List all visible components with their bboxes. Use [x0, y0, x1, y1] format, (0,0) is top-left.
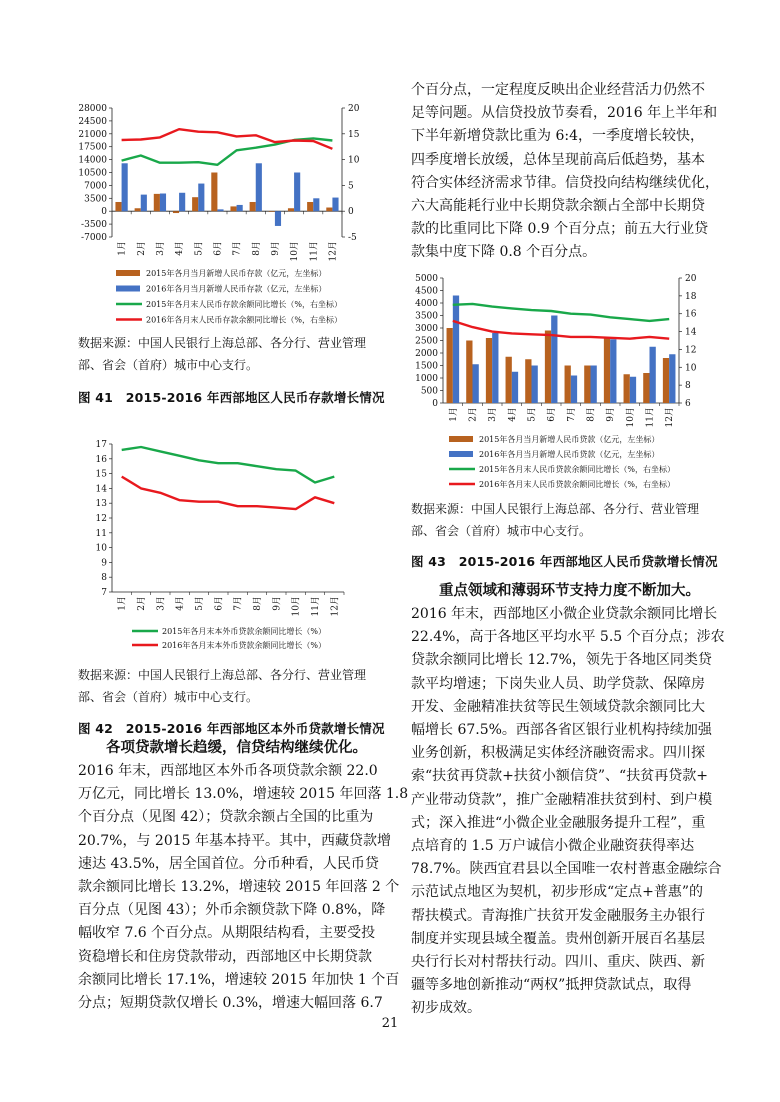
y-tick-label-right: 20	[348, 104, 360, 114]
x-tick-label: 7月	[566, 407, 577, 422]
text-line: 款集中度下降 0.8 个百分点。	[411, 244, 597, 261]
x-tick-label: 1月	[117, 241, 128, 256]
bar	[313, 198, 319, 211]
x-tick-label: 7月	[233, 596, 244, 611]
bar	[115, 202, 121, 211]
legend-label: 2016年各月末本外币贷款余额同比增长（%）	[162, 641, 326, 650]
y-tick-label-right: -5	[348, 233, 357, 243]
bar	[512, 372, 518, 403]
legend-swatch	[449, 451, 473, 457]
y-tick-label-left: 4500	[415, 286, 438, 297]
text-line: 速达 43.5%，居全国首位。分币种看，人民币贷	[78, 855, 379, 872]
y-tick-label-left: 17500	[78, 142, 107, 153]
text-line: 示范试点地区为契机，初步形成“定点+普惠”的	[411, 884, 704, 901]
figure-42-source: 数据来源：中国人民银行上海总部、各分行、营业管理部、省会（首府）城市中心支行。	[78, 668, 367, 704]
bar	[565, 366, 571, 404]
bar	[294, 173, 300, 212]
bar	[591, 366, 597, 404]
text-line: 疆等多地创新推动“两权”抵押贷款试点，取得	[411, 977, 692, 994]
bar	[275, 211, 281, 226]
bar	[492, 333, 498, 403]
chart-41	[76, 96, 376, 336]
y-tick-label-right: 10	[685, 363, 697, 374]
bar	[173, 211, 179, 213]
series-line	[122, 477, 335, 510]
y-tick-label-left: -7000	[81, 233, 107, 243]
x-tick-label: 3月	[155, 241, 166, 256]
text-line: 分点；短期贷款仅增长 0.3%，增速大幅回落 6.7	[78, 995, 383, 1012]
y-tick-label-left: 13	[95, 499, 107, 510]
series-line	[122, 138, 333, 164]
y-tick-label-left: 14	[95, 484, 107, 495]
bar	[135, 208, 141, 211]
y-tick-label-left: 9	[101, 558, 107, 569]
left-heading: 各项贷款增长趋缓，信贷结构继续优化。	[106, 740, 367, 756]
bar	[192, 197, 198, 211]
y-tick-label-left: 1000	[415, 374, 438, 384]
y-tick-label-left: 0	[432, 399, 438, 409]
bar	[269, 211, 275, 212]
page-number: 21	[381, 1016, 399, 1031]
bar	[650, 347, 656, 403]
text-line: 符合实体经济需求节律。信贷投向结构继续优化，	[411, 174, 719, 191]
x-tick-label: 8月	[251, 241, 262, 256]
right-heading: 重点领域和薄弱环节支持力度不断加大。	[439, 583, 700, 599]
bar	[624, 374, 630, 403]
y-tick-label-left: 14000	[78, 155, 107, 166]
bar	[237, 205, 243, 211]
figure-43	[411, 268, 711, 500]
figure-43-source: 数据来源：中国人民银行上海总部、各分行、营业管理部、省会（首府）城市中心支行。	[411, 502, 700, 538]
text-line: 六大高能耗行业中长期贷款余额占全部中长期贷	[411, 198, 705, 215]
y-tick-label-right: 8	[685, 381, 691, 392]
text-line: 式；深入推进“小微企业金融服务提升工程”，重	[411, 814, 706, 831]
x-tick-label: 10月	[625, 407, 636, 428]
text-line: 款余额同比增长 13.2%，增速较 2015 年回落 2 个	[78, 879, 400, 896]
y-tick-label-right: 12	[685, 345, 697, 356]
figure-41-caption: 图 41 2015-2016 年西部地区人民币存款增长情况	[78, 390, 385, 405]
x-tick-label: 12月	[328, 241, 339, 262]
series-line	[453, 304, 669, 321]
text-line: 幅增长 67.5%。西部各省区银行业机构持续加强	[411, 722, 712, 739]
legend-label: 2015年各月当月新增人民币存款（亿元，左坐标）	[146, 269, 327, 278]
left-paragraph	[78, 760, 409, 1015]
legend-swatch	[116, 286, 140, 292]
legend-swatch	[116, 270, 140, 276]
bar	[326, 208, 332, 212]
y-tick-label-right: 0	[348, 207, 354, 218]
text-line: 百分点（见图 43）；外币余额贷款下降 0.8%，降	[78, 902, 386, 919]
bar	[525, 359, 531, 403]
text-line: 幅收窄 7.6 个百分点。从期限结构看，主要受投	[78, 925, 376, 942]
bar	[551, 316, 557, 404]
text-line: 款平均增速；下岗失业人员、助学贷款、保障房	[411, 675, 705, 692]
chart-42	[76, 432, 376, 652]
y-tick-label-left: 11	[95, 528, 107, 539]
bar	[141, 195, 147, 212]
x-tick-label: 4月	[175, 596, 186, 611]
text-line: 帮扶模式。青海推广扶贫开发金融服务主办银行	[411, 907, 705, 924]
legend-label: 2016年各月当月新增人民币存款（亿元，左坐标）	[146, 284, 327, 294]
x-tick-label: 11月	[645, 407, 656, 428]
x-tick-label: 5月	[195, 596, 205, 611]
bar	[486, 338, 492, 403]
bar	[532, 366, 538, 404]
text-line: 业务创新，积极满足实体经济融资需求。四川探	[411, 745, 705, 762]
bar	[545, 331, 551, 404]
bar	[453, 296, 459, 404]
text-line: 下半年新增贷款比重为 6:4，一季度增长较快，	[411, 128, 704, 145]
y-tick-label-right: 14	[685, 327, 697, 338]
figure-41	[76, 96, 376, 336]
y-tick-label-left: 15	[95, 469, 107, 480]
text-line: 2016 年末，西部地区小微企业贷款余额同比增长	[411, 606, 718, 622]
series-line	[453, 321, 669, 339]
bar	[217, 209, 223, 211]
x-tick-label: 10月	[290, 241, 301, 262]
right-top-paragraph	[411, 79, 719, 265]
x-tick-label: 8月	[253, 596, 263, 611]
bar	[506, 357, 512, 403]
x-tick-label: 7月	[232, 241, 243, 256]
y-tick-label-left: 1500	[415, 361, 438, 372]
x-tick-label: 3月	[156, 596, 167, 611]
y-tick-label-left: 0	[101, 207, 107, 218]
x-tick-label: 9月	[270, 241, 281, 256]
bar	[160, 194, 166, 212]
bar	[198, 184, 204, 212]
text-line: 四季度增长放缓，总体呈现前高后低趋势，基本	[411, 151, 705, 168]
x-tick-label: 12月	[665, 407, 676, 428]
bar	[473, 364, 479, 403]
x-tick-label: 5月	[194, 241, 205, 256]
legend-label: 2016年各月末人民币存款余额同比增长（%，右坐标）	[146, 315, 342, 325]
bar	[584, 366, 590, 404]
text-line: 个百分点，一定程度反映出企业经营活力仍然不	[411, 82, 705, 98]
chart-43	[411, 268, 711, 500]
x-tick-label: 6月	[213, 241, 224, 256]
x-tick-label: 6月	[547, 407, 558, 422]
y-tick-label-left: 500	[420, 386, 438, 397]
y-tick-label-left: 3500	[84, 194, 107, 205]
text-line: 个百分点（见图 42）；贷款余额占全国的比重为	[78, 809, 374, 826]
text-line: 足等问题。从信贷投放节奏看，2016 年上半年和	[411, 105, 718, 122]
y-tick-label-left: 2000	[415, 349, 438, 359]
text-line: 点培育的 1.5 万户诚信小微企业融资获得率达	[411, 838, 695, 855]
x-tick-label: 8月	[586, 407, 597, 422]
y-tick-label-left: 10500	[78, 168, 107, 179]
y-tick-label-right: 18	[685, 291, 697, 302]
bar	[230, 206, 236, 211]
x-tick-label: 2月	[137, 596, 147, 611]
text-line: 开发、金融精准扶贫等民生领域贷款余额同比大	[411, 698, 705, 715]
y-tick-label-left: 21000	[78, 129, 107, 140]
text-line: 20.7%，与 2015 年基本持平。其中，西藏贷款增	[78, 832, 392, 849]
y-tick-label-right: 20	[685, 274, 697, 284]
y-tick-label-left: 16	[95, 454, 107, 465]
figure-41-source: 数据来源：中国人民银行上海总部、各分行、营业管理部、省会（首府）城市中心支行。	[78, 336, 367, 372]
text-line: 万亿元，同比增长 13.0%，增速较 2015 年回落 1.8	[78, 786, 409, 803]
bar	[332, 198, 338, 212]
x-tick-label: 6月	[214, 596, 225, 611]
y-tick-label-left: 10	[95, 543, 107, 554]
text-line: 制度并实现县域全覆盖。贵州创新开展百名基层	[411, 930, 705, 947]
series-line	[122, 447, 335, 483]
y-tick-label-left: 12	[95, 514, 107, 524]
y-tick-label-left: 7	[101, 588, 107, 598]
bar	[179, 193, 185, 211]
y-tick-label-right: 10	[348, 155, 360, 166]
bar	[571, 376, 577, 404]
legend-label: 2016年各月末人民币贷款余额同比增长（%，右坐标）	[479, 480, 675, 489]
legend-label: 2015年各月当月新增人民币贷款（亿元，左坐标）	[479, 435, 660, 444]
right-body	[411, 580, 725, 1021]
x-tick-label: 5月	[527, 407, 538, 422]
bar	[307, 202, 313, 211]
legend-label: 2015年各月末人民币贷款余额同比增长（%，右坐标）	[479, 465, 675, 474]
text-line: 索“扶贫再贷款+扶贫小额信贷”、“扶贫再贷款+	[411, 768, 708, 785]
y-tick-label-left: 5000	[415, 274, 438, 284]
y-tick-label-left: 8	[101, 573, 107, 584]
x-tick-label: 9月	[606, 407, 617, 422]
x-tick-label: 2月	[136, 241, 147, 256]
y-tick-label-left: 17	[95, 440, 107, 450]
bar	[256, 163, 262, 211]
legend-label: 2016年各月当月新增人民币贷款（亿元，左坐标）	[479, 450, 660, 459]
y-tick-label-right: 15	[348, 129, 360, 140]
text-line: 款的比重同比下降 0.9 个百分点；前五大行业贷	[411, 221, 709, 238]
text-line: 78.7%。陕西宜君县以全国唯一农村普惠金融综合	[411, 861, 722, 878]
bar	[604, 338, 610, 403]
bar	[250, 202, 256, 211]
y-tick-label-left: 28000	[78, 104, 107, 114]
bar	[154, 194, 160, 211]
text-line: 2016 年末，西部地区本外币各项贷款余额 22.0	[78, 763, 378, 779]
y-tick-label-right: 16	[685, 309, 697, 320]
bar	[610, 339, 616, 403]
bar	[669, 354, 675, 403]
bar	[663, 358, 669, 403]
text-line: 贷款余额同比增长 12.7%，领先于各地区同类贷	[411, 652, 712, 669]
y-tick-label-left: 4000	[415, 299, 438, 309]
legend-label: 2015年各月末人民币存款余额同比增长（%，右坐标）	[146, 300, 342, 309]
bar	[211, 173, 217, 212]
x-tick-label: 10月	[291, 596, 302, 617]
bar	[122, 163, 128, 211]
legend-label: 2015年各月末本外币贷款余额同比增长（%）	[162, 627, 326, 636]
x-tick-label: 1月	[448, 407, 459, 422]
text-line: 22.4%，高于各地区平均水平 5.5 个百分点；涉农	[411, 629, 725, 646]
figure-43-caption: 图 43 2015-2016 年西部地区人民币贷款增长情况	[411, 554, 718, 569]
y-tick-label-left: 24500	[78, 116, 107, 127]
y-tick-label-left: 2500	[415, 336, 438, 347]
y-tick-label-left: 3500	[415, 311, 438, 322]
x-tick-label: 1月	[117, 596, 128, 611]
text-line: 初步成效。	[411, 1000, 481, 1017]
bar	[447, 328, 453, 403]
y-tick-label-left: 7000	[84, 181, 107, 192]
y-tick-label-left: 3000	[415, 324, 438, 334]
text-line: 央行行长对村帮扶行动。四川、重庆、陕西、新	[411, 954, 705, 971]
figure-42	[76, 432, 376, 652]
x-tick-label: 3月	[488, 407, 499, 422]
x-tick-label: 11月	[309, 241, 320, 262]
text-line: 资稳增长和住房贷款带动，西部地区中长期贷款	[78, 948, 372, 965]
bar	[466, 341, 472, 404]
left-body	[78, 737, 409, 1015]
x-tick-label: 9月	[272, 596, 283, 611]
y-tick-label-left: -3500	[81, 220, 107, 231]
bar	[643, 373, 649, 403]
x-tick-label: 12月	[330, 596, 341, 617]
x-tick-label: 2月	[468, 407, 479, 422]
x-tick-label: 11月	[311, 596, 321, 617]
figure-42-caption: 图 42 2015-2016 年西部地区本外币贷款增长情况	[78, 721, 385, 736]
x-tick-label: 4月	[175, 241, 186, 256]
bar	[288, 208, 294, 211]
bar	[630, 377, 636, 403]
text-line: 产业带动贷款”，推广金融精准扶贫到村、到户模	[411, 791, 713, 808]
legend-swatch	[449, 436, 473, 442]
y-tick-label-right: 6	[685, 399, 691, 409]
text-line: 余额同比增长 17.1%，增速较 2015 年加快 1 个百	[78, 971, 400, 988]
x-tick-label: 4月	[507, 407, 518, 422]
y-tick-label-right: 5	[348, 181, 354, 192]
right-paragraph	[411, 603, 725, 1021]
